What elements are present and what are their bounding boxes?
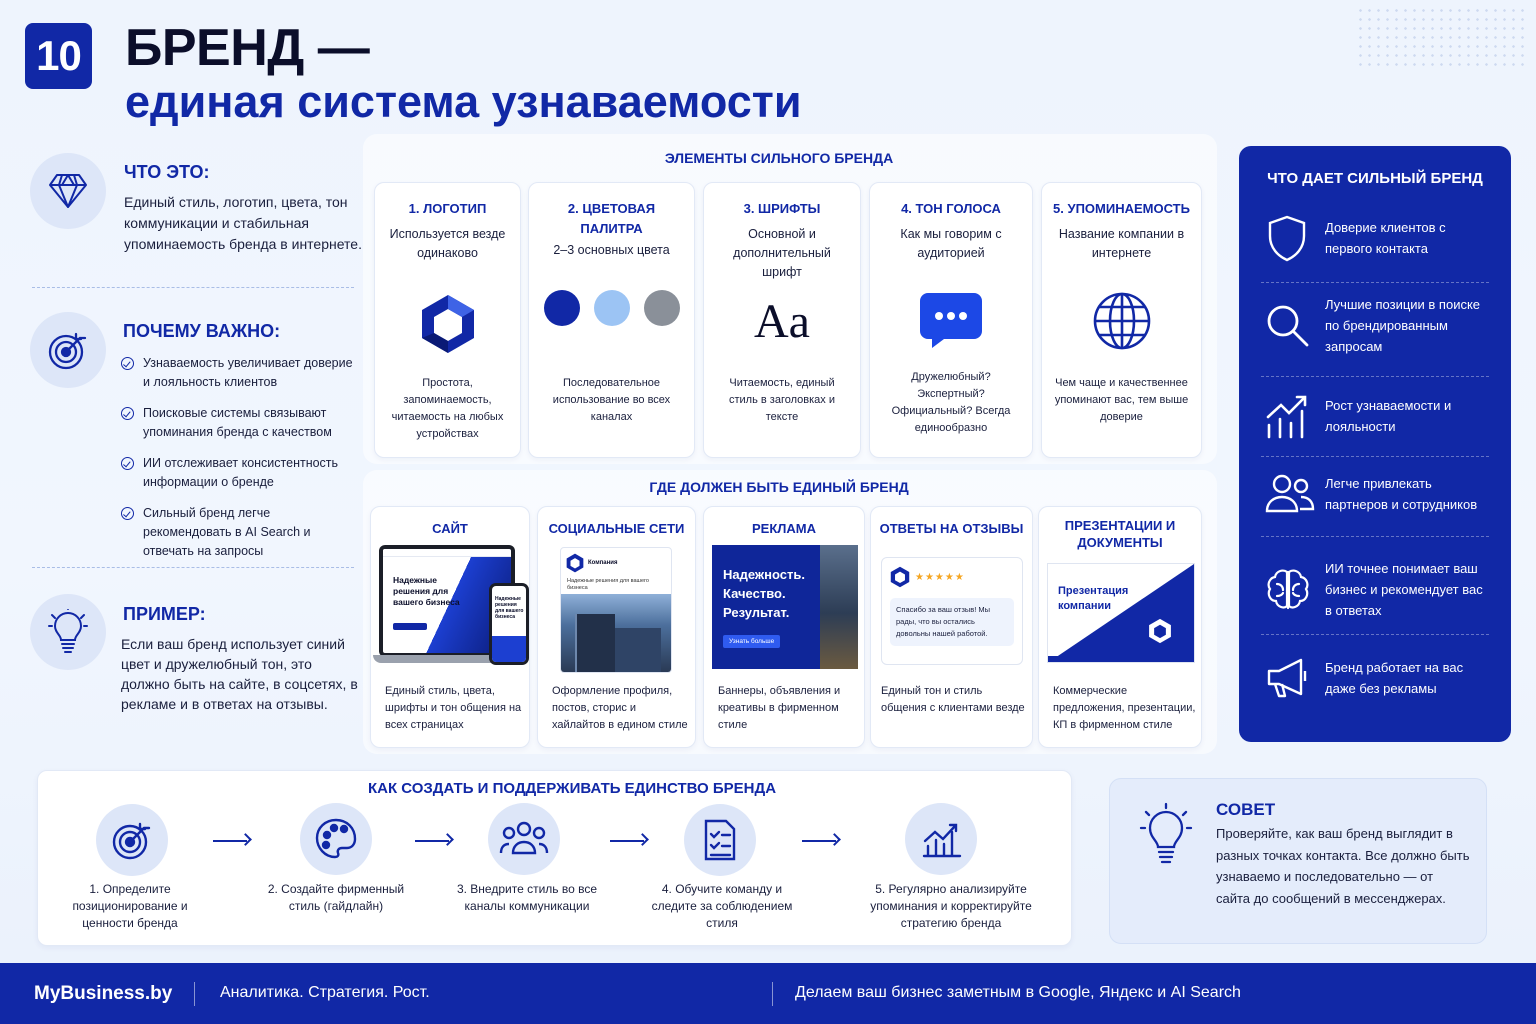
target-icon	[96, 804, 168, 876]
review-reply-mockup: ★★★★★ Спасибо за ваш отзыв! Мы рады, что вы остались довольны нашей работой.	[881, 557, 1023, 665]
tip-title: СОВЕТ	[1216, 800, 1276, 819]
footer	[0, 963, 1536, 1024]
divider	[32, 287, 354, 288]
ad-banner-mockup: Надежность. Качество. Результат. Узнать больше	[712, 545, 858, 669]
growth-chart-icon	[1261, 388, 1325, 444]
element-card-logo: 1. ЛОГОТИП Используется везде одинаково Простота, запоминаемость, читаемость на любых устройствах	[374, 182, 521, 458]
color-swatch	[544, 290, 580, 326]
check-icon	[121, 507, 134, 520]
section-number-badge: 10	[25, 23, 92, 89]
color-swatch	[594, 290, 630, 326]
step-5-text: 5. Регулярно анализируйте упоминания и корректируйте стратегию бренда	[870, 882, 1032, 930]
benefits-title: ЧТО ДАЕТ СИЛЬНЫЙ БРЕНД	[1267, 170, 1483, 187]
rating-stars: ★★★★★	[915, 571, 965, 583]
chat-bubble-icon	[870, 291, 1032, 349]
element-card-palette: 2. ЦВЕТОВАЯ ПАЛИТРА 2–3 основных цвета Последовательное использование во всех каналах	[528, 182, 695, 458]
target-icon	[30, 312, 106, 388]
page-title: БРЕНД —	[125, 19, 370, 77]
laptop-mockup: Надежные решения для вашего бизнеса Надежные решения для вашего бизнеса	[379, 545, 515, 673]
check-icon	[121, 357, 134, 370]
divider	[32, 567, 354, 568]
example-title: ПРИМЕР:	[123, 604, 206, 624]
where-card-presentations: ПРЕЗЕНТАЦИИ И ДОКУМЕНТЫ Презентация компании Коммерческие предложения, презентации, КП в фирменном стиле	[1038, 506, 1202, 748]
where-card-reviews: ОТВЕТЫ НА ОТЗЫВЫ ★★★★★ Спасибо за ваш отзыв! Мы рады, что вы остались довольны нашей работой. Единый тон и стиль общения с клиентами везде	[870, 506, 1033, 748]
font-sample-glyph: Aa	[754, 295, 810, 348]
checklist-icon	[684, 804, 756, 876]
why-title: ПОЧЕМУ ВАЖНО:	[123, 321, 281, 341]
divider	[1261, 634, 1489, 635]
logo-icon	[375, 293, 520, 355]
divider	[194, 982, 195, 1006]
footer-slogan: Аналитика. Стратегия. Рост.	[220, 984, 430, 1001]
diamond-icon	[30, 153, 106, 229]
color-swatches	[529, 290, 694, 326]
tip-text: Проверяйте, как ваш бренд выглядит в разных точках контакта. Все должно быть узнаваемо и последовательно — от сайта до сообщений в мессенджерах.	[1216, 826, 1470, 906]
team-icon	[488, 803, 560, 875]
presentation-slide-mockup: Презентация компании	[1047, 563, 1195, 663]
check-icon	[121, 407, 134, 420]
lightbulb-icon	[1138, 802, 1194, 873]
why-item: Поисковые системы связывают упоминания бренда с качеством	[121, 404, 361, 442]
element-card-mentions: 5. УПОМИНАЕМОСТЬ Название компании в интернете Чем чаще и качественнее упоминают вас, тем выше доверие	[1041, 182, 1202, 458]
benefit-item: Рост узнаваемости и лояльности	[1261, 388, 1489, 444]
divider	[772, 982, 773, 1006]
shield-icon	[1261, 210, 1325, 266]
analytics-icon	[905, 803, 977, 875]
brain-icon	[1261, 562, 1325, 618]
divider	[1261, 536, 1489, 537]
where-card-site: САЙТ Надежные решения для вашего бизнеса Надежные решения для вашего бизнеса Единый стиль, цвета, шрифты и тон общения на всех страницах	[370, 506, 530, 748]
where-title: ГДЕ ДОЛЖЕН БЫТЬ ЕДИНЫЙ БРЕНД	[649, 479, 909, 495]
why-item: Узнаваемость увеличивает доверие и лояльность клиентов	[121, 354, 361, 392]
decorative-dots	[1356, 6, 1526, 66]
benefit-item: ИИ точнее понимает ваш бизнес и рекомендует вас в ответах	[1261, 558, 1489, 621]
benefit-item: Бренд работает на вас даже без рекламы	[1261, 650, 1489, 706]
palette-icon	[300, 803, 372, 875]
social-profile-mockup: Компания Надежные решения для вашего бизнеса	[560, 547, 672, 673]
benefit-item: Лучшие позиции в поиске по брендированным запросам	[1261, 294, 1489, 357]
elements-title: ЭЛЕМЕНТЫ СИЛЬНОГО БРЕНДА	[664, 150, 894, 166]
megaphone-icon	[1261, 650, 1325, 706]
steps-title: КАК СОЗДАТЬ И ПОДДЕРЖИВАТЬ ЕДИНСТВО БРЕНДА	[367, 780, 777, 797]
example-text: Если ваш бренд использует синий цвет и дружелюбный тон, это должно быть на сайте, в соцсетях, в рекламе и в ответах на отзывы.	[121, 636, 358, 712]
what-text: Единый стиль, логотип, цвета, тон коммуникации и стабильная упоминаемость бренда в интернете.	[124, 194, 362, 252]
benefit-item: Доверие клиентов с первого контакта	[1261, 210, 1489, 266]
divider	[1261, 376, 1489, 377]
globe-icon	[1042, 291, 1201, 351]
benefit-item: Легче привлекать партнеров и сотрудников	[1261, 466, 1489, 522]
what-title: ЧТО ЭТО:	[124, 162, 210, 182]
footer-brand: MyBusiness.by	[34, 983, 173, 1004]
where-card-ads: РЕКЛАМА Надежность. Качество. Результат. Узнать больше Баннеры, объявления и креативы в фирменном стиле	[703, 506, 865, 748]
lightbulb-icon	[30, 594, 106, 670]
footer-tagline: Делаем ваш бизнес заметным в Google, Яндекс и AI Search	[795, 984, 1241, 1001]
page-subtitle: единая система узнаваемости	[125, 76, 802, 127]
why-list	[121, 354, 361, 561]
search-icon	[1261, 298, 1325, 354]
people-icon	[1261, 466, 1325, 522]
element-card-fonts: 3. ШРИФТЫ Основной и дополнительный шрифт Aa Читаемость, единый стиль в заголовках и тексте	[703, 182, 861, 458]
why-item: ИИ отслеживает консистентность информации о бренде	[121, 454, 361, 492]
why-item: Сильный бренд легче рекомендовать в AI Search и отвечать на запросы	[121, 504, 361, 561]
check-icon	[121, 457, 134, 470]
where-card-social: СОЦИАЛЬНЫЕ СЕТИ Компания Надежные решения для вашего бизнеса Оформление профиля, постов, сторис и хайлайтов в едином стиле	[537, 506, 696, 748]
step-1-text: 1. Определите позиционирование и ценности бренда	[72, 882, 188, 930]
element-card-tone: 4. ТОН ГОЛОСА Как мы говорим с аудиторией Дружелюбный? Экспертный? Официальный? Всегда единообразно	[869, 182, 1033, 458]
step-3-text: 3. Внедрите стиль во все каналы коммуникации	[456, 882, 598, 913]
color-swatch	[644, 290, 680, 326]
benefits-panel	[1239, 146, 1511, 742]
learn-more-button: Узнать больше	[723, 635, 780, 648]
step-2-text: 2. Создайте фирменный стиль (гайдлайн)	[267, 882, 405, 913]
divider	[1261, 456, 1489, 457]
divider	[1261, 282, 1489, 283]
step-4-text: 4. Обучите команду и следите за соблюдением стиля	[651, 882, 793, 930]
